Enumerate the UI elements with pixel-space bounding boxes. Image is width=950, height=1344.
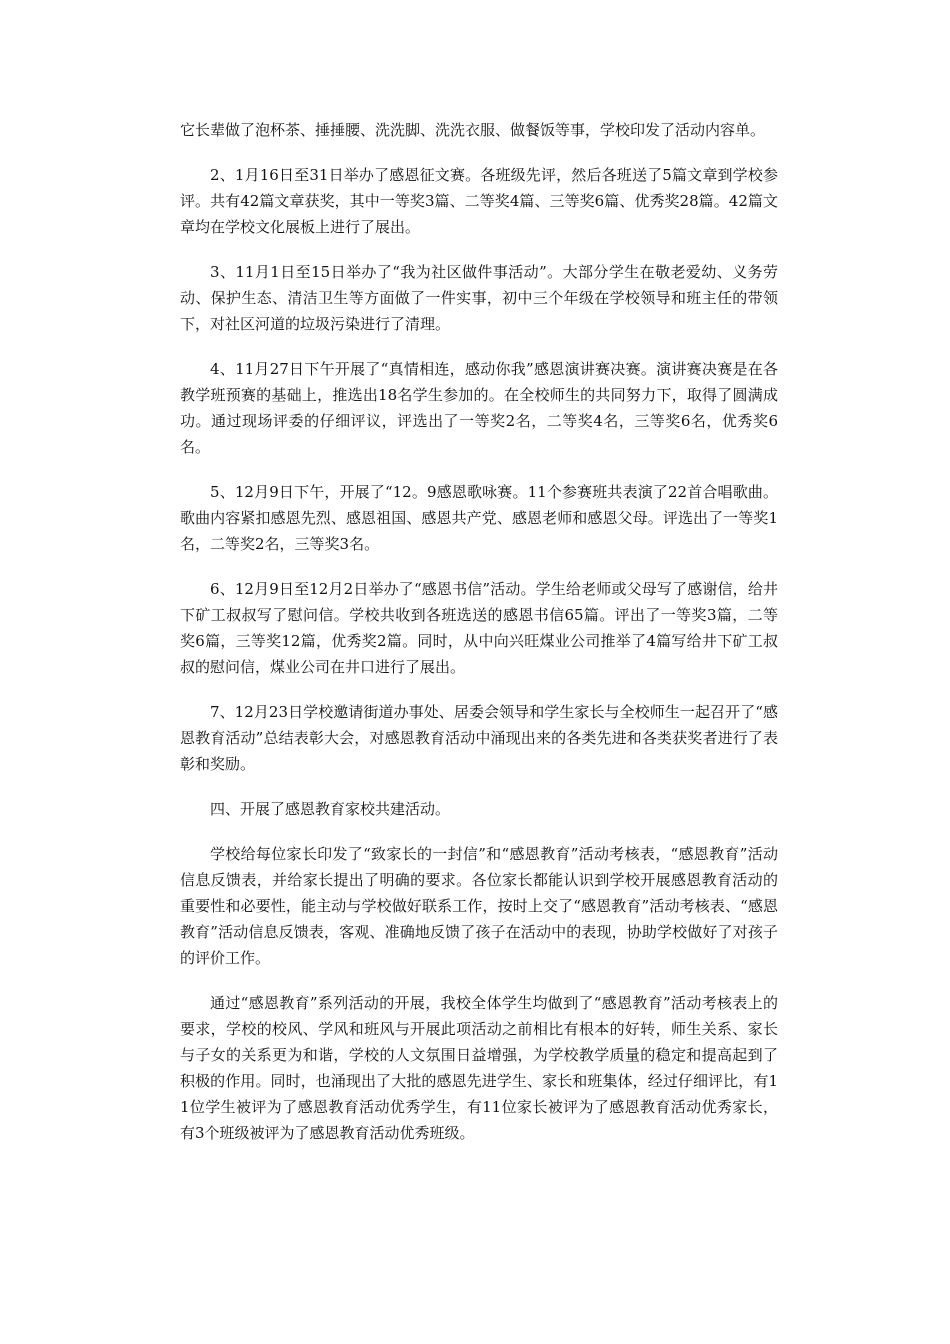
paragraph-item-5: 5、12月9日下午，开展了“12。9感恩歌咏赛。11个参赛班共表演了22首合唱歌曲。歌曲内容紧扣感恩先烈、感恩祖国、感恩共产党、感恩老师和感恩父母。评选出了一等奖1名，二等奖2名，三等奖3名。 [180, 483, 778, 553]
paragraph-continuation: 它长辈做了泡杯茶、捶捶腰、洗洗脚、洗洗衣服、做餐饭等事，学校印发了活动内容单。 [180, 121, 766, 139]
paragraph-home-school: 学校给每位家长印发了“致家长的一封信”和“感恩教育”活动考核表，“感恩教育”活动信息反馈表，并给家长提出了明确的要求。各位家长都能认识到学校开展感恩教育活动的重要性和必要性，能主动与学校做好联系工作，按时上交了“感恩教育”活动考核表、“感恩教育”活动信息反馈表，客观、准确地反馈了孩子在活动中的表现，协助学校做好了对孩子的评价工作。 [180, 845, 778, 967]
paragraph-item-3: 3、11月1日至15日举办了“我为社区做件事活动”。大部分学生在敬老爱幼、义务劳动、保护生态、清洁卫生等方面做了一件实事，初中三个年级在学校领导和班主任的带领下，对社区河道的垃圾污染进行了清理。 [180, 263, 778, 333]
paragraph-item-6: 6、12月9日至12月2日举办了“感恩书信”活动。学生给老师或父母写了感谢信，给井下矿工叔叔写了慰问信。学校共收到各班选送的感恩书信65篇。评出了一等奖3篇，二等奖6篇，三等奖12篇，优秀奖2篇。同时，从中向兴旺煤业公司推举了4篇写给井下矿工叔叔的慰问信，煤业公司在井口进行了展出。 [180, 580, 778, 676]
paragraph-item-7: 7、12月23日学校邀请街道办事处、居委会领导和学生家长与全校师生一起召开了“感恩教育活动”总结表彰大会，对感恩教育活动中涌现出来的各类先进和各类获奖者进行了表彰和奖励。 [180, 703, 778, 773]
paragraph-item-4: 4、11月27日下午开展了“真情相连，感动你我”感恩演讲赛决赛。演讲赛决赛是在各教学班预赛的基础上，推选出18名学生参加的。在全校师生的共同努力下，取得了圆满成功。通过现场评委的仔细评议，评选出了一等奖2名，二等奖4名，三等奖6名，优秀奖6名。 [180, 360, 778, 456]
paragraph-summary: 通过“感恩教育”系列活动的开展，我校全体学生均做到了“感恩教育”活动考核表上的要求，学校的校风、学风和班风与开展此项活动之前相比有根本的好转，师生关系、家长与子女的关系更为和谐，学校的人文氛围日益增强，为学校教学质量的稳定和提高起到了积极的作用。同时，也涌现出了大批的感恩先进学生、家长和班集体，经过仔细评比，有11位学生被评为了感恩教育活动优秀学生，有11位家长被评为了感恩教育活动优秀家长，有3个班级被评为了感恩教育活动优秀班级。 [180, 994, 778, 1142]
paragraph-item-2: 2、1月16日至31日举办了感恩征文赛。各班级先评，然后各班送了5篇文章到学校参评。共有42篇文章获奖，其中一等奖3篇、二等奖4篇、三等奖6篇、优秀奖28篇。42篇文章均在学校文化展板上进行了展出。 [180, 166, 778, 236]
document-page [180, 117, 778, 1165]
section-heading-4: 四、开展了感恩教育家校共建活动。 [210, 800, 451, 818]
